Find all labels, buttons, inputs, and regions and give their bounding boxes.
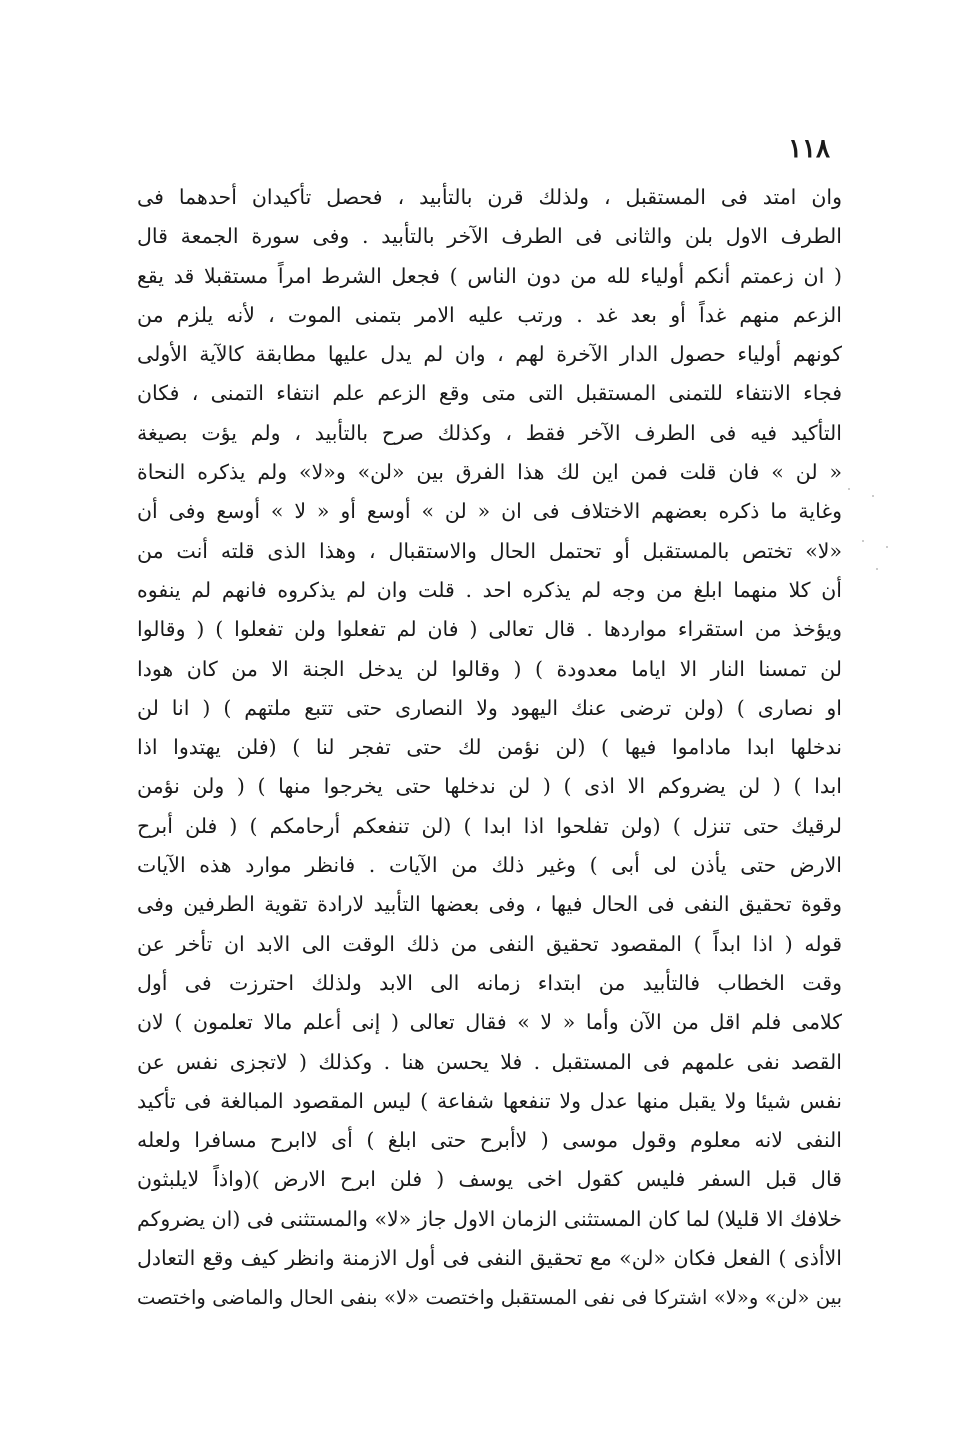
text-line: « لن » فان قلت فمن اين لك هذا الفرق بين «لن» و«لا» ولم يذكره النحاة <box>137 460 842 485</box>
text-line: كونهم أولياء حصول الدار الآخرة لهم ، وان لم يدل عليها مطابقة كالآية الأولى <box>137 342 842 367</box>
text-line: ويؤخذ من استقراء مواردها . قال تعالى ( فان لم تفعلوا ولن تفعلوا ) ( وقالوا <box>137 617 842 642</box>
text-line: ابدا ) ( لن يضروكم الا اذى ) ( لن ندخلها حتى يخرجوا منها ) ( ولن نؤمن <box>137 774 842 799</box>
text-line: لن تمسنا النار الا اياما معدودة ) ( وقالوا لن يدخل الجنة الا من كان هودا <box>137 656 842 681</box>
text-line: الارض حتى يأذن لى أبى ) وغير ذلك من الآيات . فانظر موارد هذه الآيات <box>137 853 842 878</box>
text-line: الاأذى ) الفعل فكان «لن» مع تحقيق النفى فى أول الازمنة وانظر كيف وقع التعادل <box>137 1246 842 1271</box>
text-line: كلامى فلم اقل من الآن وأما « لا » فقال تعالى ( إنى أعلم مالا تعلمون ) لان <box>137 1010 842 1035</box>
scan-speck <box>862 540 864 542</box>
text-line: وان امتد فى المستقبل ، ولذلك قرن بالتأبيد ، فحصل تأكيدان أحدهما فى <box>137 185 842 209</box>
text-line: نفس شيئا ولا يقبل منها عدل ولا تنفعها شفاعة ) ليس المقصود المبالغة فى تأكيد <box>137 1088 842 1113</box>
text-line: ندخلها ابدا ماداموا فيها ) (لن نؤمن لك حتى تفجر لنا ) (فلن يهتدوا اذا <box>137 735 842 760</box>
page-number: ١١٨ <box>788 134 830 164</box>
text-line: وقت الخطاب فالتأبيد من ابتداء زمانه الى الابد ولذلك احترزت فى أول <box>137 970 842 995</box>
text-line: الزعم منهم غداً أو بعد غد . ورتب عليه الامر بتمنى الموت ، لأنه يلزم من <box>137 302 842 327</box>
scan-speck <box>848 488 850 490</box>
text-line: وقوة تحقيق النفى فى الحال فيها ، وفى بعضها التأبيد لارادة تقوية الطرفين وفى <box>137 892 842 917</box>
text-line: «لا» تختص بالمستقبل أو تحتمل الحال والاستقبال ، وهذا الذى قلته أنت من <box>137 538 842 563</box>
text-line: فجاء الانتفاء للتمنى المستقبل التى متى وقع الزعم علم انتفاء التمنى ، فكان <box>137 381 842 406</box>
text-line: خلافك الا قليلا) لما كان المستثنى الزمان الاول جاز «لا» والمستثنى فى (ان يضروكم <box>137 1206 842 1231</box>
text-line: لرقيك حتى تنزل ) (ولن تفلحوا اذا ابدا ) (لن تنفعكم أرحامكم ) ( فلن أبرح <box>137 813 842 838</box>
text-line: القصد نفى علمهم فى المستقبل . فلا يحسن هنا . وكذلك ( لاتجزى نفس عن <box>137 1049 842 1074</box>
scan-speck <box>876 568 878 570</box>
text-line: وغاية ما ذكره بعضهم الاختلاف فى ان « لن » أوسع أو « لا » أوسع وفى أن <box>137 499 842 524</box>
text-line: بين «لن» و«لا» اشتركا فى نفى المستقبل واختصت «لا» بنفى الحال والماضى واختصت <box>137 1286 842 1310</box>
text-line: التأكيد فيه فى الطرف الآخر فقط ، وكذلك صرح بالتأبيد ، ولم يؤت بصيغة <box>137 420 842 445</box>
text-line: قوله ( اذا ابداً ) المقصود تحقيق النفى من ذلك الوقت الى الابد ان تأخر عن <box>137 931 842 956</box>
scan-speck <box>886 546 888 548</box>
text-line: ( ان زعمتم أنكم أولياء لله من دون الناس ) فجعل الشرط امراً مستقبلا قد يقع <box>137 263 842 288</box>
text-line: النفى لانه معلوم وقول موسى ( لاأبرح حتى ابلغ ) أى لاابرح مسافرا ولعله <box>137 1128 842 1153</box>
text-line: او نصارى ) (ولن ترضى عنك اليهود ولا النصارى حتى تتبع ملتهم ) ( انا لن <box>137 695 842 720</box>
text-line: أن كلا منهما ابلغ من وجه لم يذكره احد . قلت وان لم يذكروه فانهم لم ينفوه <box>137 577 842 602</box>
text-line: قال قبل السفر فليس كقول اخى يوسف ( فلن ابرح الارض )(واذاً لايلبثون <box>137 1167 842 1192</box>
scan-speck <box>872 495 874 497</box>
text-line: الطرف الاول بلن والثانى فى الطرف الآخر بالتأبيد . وفى سورة الجمعة قال <box>137 224 842 249</box>
body-text <box>137 178 842 1350</box>
